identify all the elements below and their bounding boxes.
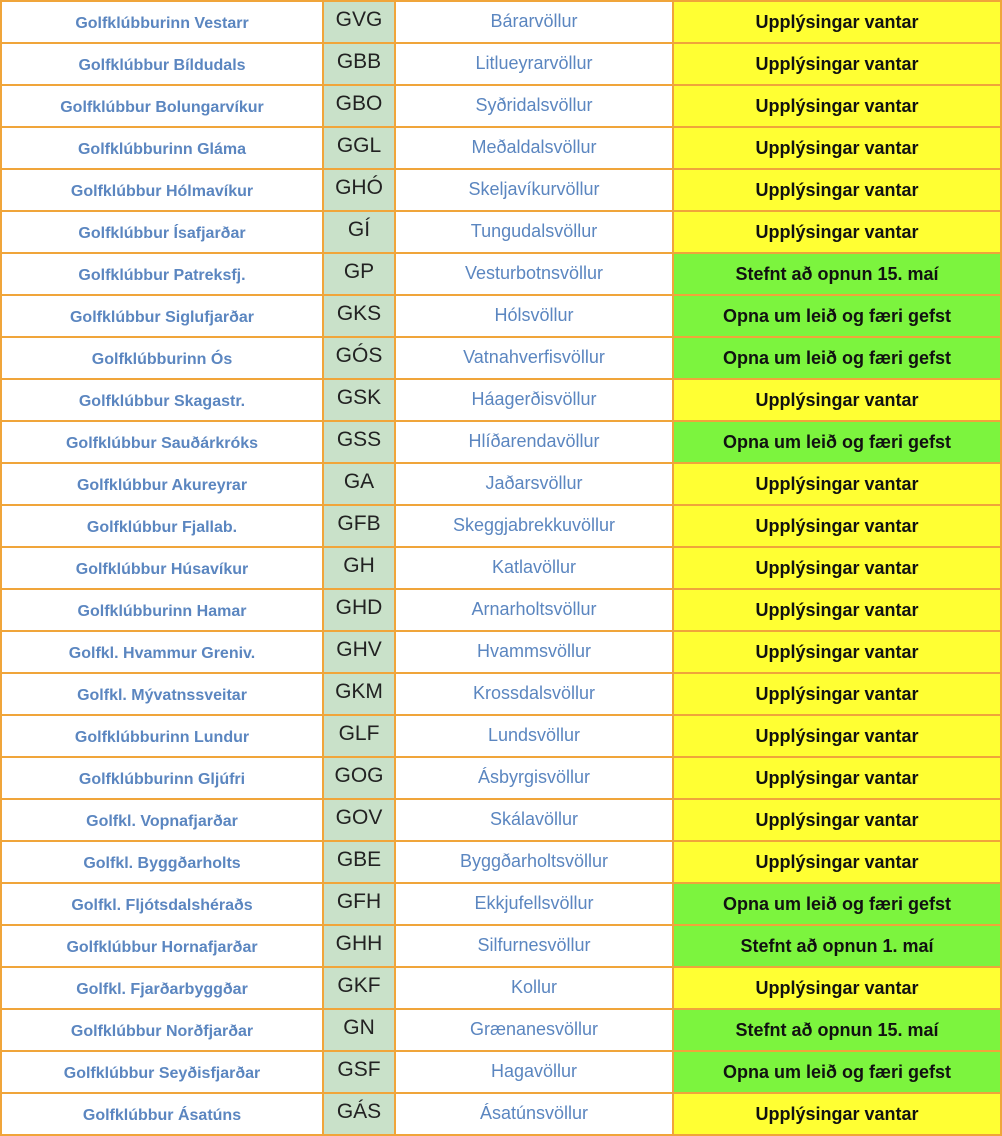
club-name-cell: Golfklúbburinn Ós — [1, 337, 323, 379]
club-name-cell: Golfklúbbur Skagastr. — [1, 379, 323, 421]
course-name-cell: Skeggjabrekkuvöllur — [395, 505, 673, 547]
table-row — [1, 799, 1001, 841]
club-name-cell: Golfklúbbur Húsavíkur — [1, 547, 323, 589]
course-name-cell: Jaðarsvöllur — [395, 463, 673, 505]
status-cell: Upplýsingar vantar — [673, 589, 1001, 631]
course-name-cell: Vatnahverfisvöllur — [395, 337, 673, 379]
course-name-cell: Hólsvöllur — [395, 295, 673, 337]
club-name-cell: Golfklúbbur Sauðárkróks — [1, 421, 323, 463]
course-name-cell: Ekkjufellsvöllur — [395, 883, 673, 925]
status-cell: Upplýsingar vantar — [673, 841, 1001, 883]
table-row — [1, 1009, 1001, 1051]
club-code-cell: GHD — [323, 589, 395, 631]
club-name-cell: Golfklúbbur Patreksfj. — [1, 253, 323, 295]
course-name-cell: Bárarvöllur — [395, 1, 673, 43]
club-name-cell: Golfklúbbur Hornafjarðar — [1, 925, 323, 967]
status-cell: Opna um leið og færi gefst — [673, 295, 1001, 337]
course-name-cell: Krossdalsvöllur — [395, 673, 673, 715]
club-code-cell: GKM — [323, 673, 395, 715]
course-name-cell: Grænanesvöllur — [395, 1009, 673, 1051]
table-body — [1, 1, 1001, 1135]
club-name-cell: Golfklúbbur Fjallab. — [1, 505, 323, 547]
club-code-cell: GHV — [323, 631, 395, 673]
club-name-cell: Golfkl. Hvammur Greniv. — [1, 631, 323, 673]
course-name-cell: Ásbyrgisvöllur — [395, 757, 673, 799]
table-row — [1, 1051, 1001, 1093]
table-row — [1, 127, 1001, 169]
club-code-cell: GBB — [323, 43, 395, 85]
status-cell: Upplýsingar vantar — [673, 43, 1001, 85]
status-cell: Upplýsingar vantar — [673, 673, 1001, 715]
course-name-cell: Arnarholtsvöllur — [395, 589, 673, 631]
table-row — [1, 43, 1001, 85]
course-name-cell: Silfurnesvöllur — [395, 925, 673, 967]
table-row — [1, 673, 1001, 715]
club-name-cell: Golfklúbburinn Hamar — [1, 589, 323, 631]
club-code-cell: GKS — [323, 295, 395, 337]
table-row — [1, 757, 1001, 799]
club-code-cell: GH — [323, 547, 395, 589]
club-name-cell: Golfklúbburinn Gláma — [1, 127, 323, 169]
table-row — [1, 1093, 1001, 1135]
club-code-cell: GVG — [323, 1, 395, 43]
club-name-cell: Golfklúbbur Bíldudals — [1, 43, 323, 85]
club-code-cell: GÓS — [323, 337, 395, 379]
course-name-cell: Katlavöllur — [395, 547, 673, 589]
course-name-cell: Kollur — [395, 967, 673, 1009]
table-row — [1, 463, 1001, 505]
status-cell: Opna um leið og færi gefst — [673, 883, 1001, 925]
club-name-cell: Golfkl. Fjarðarbyggðar — [1, 967, 323, 1009]
status-cell: Upplýsingar vantar — [673, 547, 1001, 589]
course-name-cell: Skeljavíkurvöllur — [395, 169, 673, 211]
status-cell: Upplýsingar vantar — [673, 505, 1001, 547]
course-name-cell: Lundsvöllur — [395, 715, 673, 757]
club-name-cell: Golfklúbburinn Gljúfri — [1, 757, 323, 799]
club-name-cell: Golfkl. Mývatnssveitar — [1, 673, 323, 715]
club-code-cell: GOV — [323, 799, 395, 841]
table-row — [1, 337, 1001, 379]
club-name-cell: Golfklúbbur Seyðisfjarðar — [1, 1051, 323, 1093]
status-cell: Upplýsingar vantar — [673, 169, 1001, 211]
table-row — [1, 169, 1001, 211]
status-cell: Upplýsingar vantar — [673, 1093, 1001, 1135]
table-row — [1, 295, 1001, 337]
status-cell: Upplýsingar vantar — [673, 967, 1001, 1009]
course-name-cell: Skálavöllur — [395, 799, 673, 841]
club-name-cell: Golfklúbbur Bolungarvíkur — [1, 85, 323, 127]
status-cell: Upplýsingar vantar — [673, 715, 1001, 757]
table-row — [1, 589, 1001, 631]
table-row — [1, 967, 1001, 1009]
club-name-cell: Golfklúbbur Ísafjarðar — [1, 211, 323, 253]
club-code-cell: GFH — [323, 883, 395, 925]
status-cell: Stefnt að opnun 15. maí — [673, 253, 1001, 295]
club-name-cell: Golfklúbbur Siglufjarðar — [1, 295, 323, 337]
course-name-cell: Litlueyrarvöllur — [395, 43, 673, 85]
club-code-cell: GSF — [323, 1051, 395, 1093]
club-name-cell: Golfklúbbur Norðfjarðar — [1, 1009, 323, 1051]
table-row — [1, 253, 1001, 295]
status-cell: Stefnt að opnun 15. maí — [673, 1009, 1001, 1051]
status-cell: Upplýsingar vantar — [673, 463, 1001, 505]
club-name-cell: Golfklúbbur Ásatúns — [1, 1093, 323, 1135]
table-row — [1, 379, 1001, 421]
course-name-cell: Hlíðarendavöllur — [395, 421, 673, 463]
club-code-cell: GFB — [323, 505, 395, 547]
club-name-cell: Golfklúbburinn Lundur — [1, 715, 323, 757]
status-cell: Opna um leið og færi gefst — [673, 421, 1001, 463]
table-row — [1, 925, 1001, 967]
table-row — [1, 841, 1001, 883]
course-name-cell: Byggðarholtsvöllur — [395, 841, 673, 883]
club-code-cell: GOG — [323, 757, 395, 799]
club-name-cell: Golfklúbbur Akureyrar — [1, 463, 323, 505]
club-code-cell: GÍ — [323, 211, 395, 253]
table-row — [1, 85, 1001, 127]
status-cell: Upplýsingar vantar — [673, 631, 1001, 673]
club-code-cell: GKF — [323, 967, 395, 1009]
status-cell: Upplýsingar vantar — [673, 379, 1001, 421]
table-row — [1, 715, 1001, 757]
club-code-cell: GBE — [323, 841, 395, 883]
club-code-cell: GA — [323, 463, 395, 505]
club-code-cell: GLF — [323, 715, 395, 757]
status-cell: Opna um leið og færi gefst — [673, 337, 1001, 379]
course-name-cell: Hvammsvöllur — [395, 631, 673, 673]
status-cell: Stefnt að opnun 1. maí — [673, 925, 1001, 967]
table-row — [1, 421, 1001, 463]
table-row — [1, 1, 1001, 43]
club-code-cell: GSS — [323, 421, 395, 463]
course-name-cell: Syðridalsvöllur — [395, 85, 673, 127]
status-cell: Upplýsingar vantar — [673, 799, 1001, 841]
club-code-cell: GGL — [323, 127, 395, 169]
status-cell: Upplýsingar vantar — [673, 127, 1001, 169]
club-code-cell: GP — [323, 253, 395, 295]
course-name-cell: Meðaldalsvöllur — [395, 127, 673, 169]
status-cell: Opna um leið og færi gefst — [673, 1051, 1001, 1093]
table-row — [1, 547, 1001, 589]
club-code-cell: GBO — [323, 85, 395, 127]
club-name-cell: Golfkl. Byggðarholts — [1, 841, 323, 883]
club-name-cell: Golfkl. Vopnafjarðar — [1, 799, 323, 841]
course-name-cell: Tungudalsvöllur — [395, 211, 673, 253]
course-name-cell: Hagavöllur — [395, 1051, 673, 1093]
status-cell: Upplýsingar vantar — [673, 211, 1001, 253]
table-row — [1, 631, 1001, 673]
club-code-cell: GHÓ — [323, 169, 395, 211]
status-cell: Upplýsingar vantar — [673, 1, 1001, 43]
table-row — [1, 211, 1001, 253]
course-name-cell: Vesturbotnsvöllur — [395, 253, 673, 295]
club-code-cell: GÁS — [323, 1093, 395, 1135]
status-cell: Upplýsingar vantar — [673, 85, 1001, 127]
club-code-cell: GN — [323, 1009, 395, 1051]
table-row — [1, 883, 1001, 925]
course-name-cell: Háagerðisvöllur — [395, 379, 673, 421]
club-code-cell: GSK — [323, 379, 395, 421]
table-row — [1, 505, 1001, 547]
course-name-cell: Ásatúnsvöllur — [395, 1093, 673, 1135]
club-name-cell: Golfklúbburinn Vestarr — [1, 1, 323, 43]
club-name-cell: Golfkl. Fljótsdalshéraðs — [1, 883, 323, 925]
club-code-cell: GHH — [323, 925, 395, 967]
status-cell: Upplýsingar vantar — [673, 757, 1001, 799]
club-name-cell: Golfklúbbur Hólmavíkur — [1, 169, 323, 211]
